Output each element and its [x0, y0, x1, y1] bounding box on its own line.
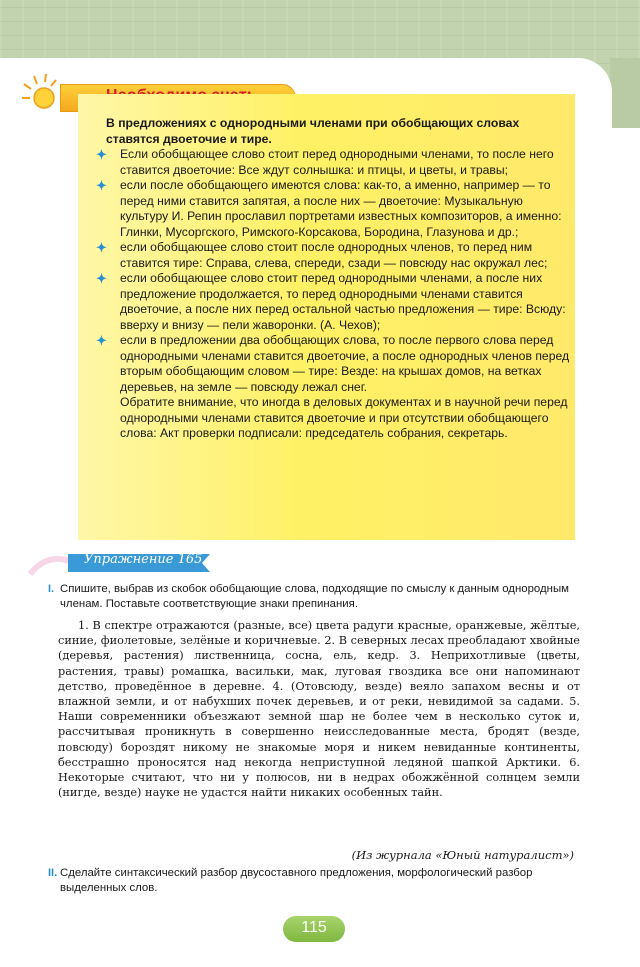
- task-two-text: Сделайте синтаксический разбор двусоставного предложения, морфологический разбор выделенных слов.: [60, 867, 533, 894]
- task-one: [48, 582, 580, 611]
- task-one-number: I.: [48, 583, 55, 595]
- exercise-label: Упражнение 165: [84, 552, 203, 567]
- rule-item: ✦ если после обобщающего имеются слова: как-то, а именно, например — то перед ними ставится запятая, а после них — двоеточие: Музыкальную культуру И. Репин прославил портретами известных композиторов, а именно: Глинки, Мусоргского, Римского-Корсакова, Бородина, Глазунова и др.;: [96, 178, 562, 239]
- page-number: 115: [301, 919, 327, 936]
- plus-bullet-icon: ✦: [96, 333, 107, 348]
- rule-item: ✦ если обобщающее слово стоит перед однородными членами, а после них предложение продолжается, то перед однородными членами ставится двоеточие, а после них перед остальной частью предложения — тире: Всюду: вверху и внизу — пели жаворонки. (А. Чехов);: [96, 271, 566, 332]
- rule-box-text: [84, 116, 574, 442]
- exercise-text: [58, 618, 580, 800]
- rule-item: ✦ если в предложении два обобщающих слова, то после первого слова перед однородными членами ставится двоеточие, а после однородных членов перед вторым обобщающим словом — тире: Везде: на крышах домов, на ветках деревьев, на земле — повсюду лежал снег.: [96, 333, 570, 394]
- plus-bullet-icon: ✦: [96, 178, 107, 193]
- rule-intro: В предложениях с однородными членами при обобщающих словах ставятся двоеточие и тире.: [106, 116, 520, 146]
- task-one-text: Спишите, выбрав из скобок обобщающие слова, подходящие по смыслу к данным однородным членам. Поставьте соответствующие знаки препинания.: [60, 583, 569, 610]
- plus-bullet-icon: ✦: [96, 240, 107, 255]
- rule-note: Обратите внимание, что иногда в деловых документах и в научной речи перед однородными членами ставится двоеточие и при отсутствии обобщающего слова: Акт проверки подписали: председатель собрания, секретарь.: [120, 395, 568, 440]
- rule-item: ✦ если обобщающее слово стоит после однородных членов, то перед ним ставится тире: Справа, слева, спереди, сзади — повсюду нас окружал лес;: [96, 240, 548, 270]
- task-two-number: II.: [48, 867, 58, 879]
- side-corner-decoration: [610, 58, 640, 128]
- rule-item: ✦ Если обобщающее слово стоит перед однородными членами, то после него ставится двоеточие: Все ждут солнышка: и птицы, и цветы, и травы;: [96, 147, 554, 177]
- exercise-source: (Из журнала «Юный натуралист»): [351, 848, 574, 862]
- plus-bullet-icon: ✦: [96, 271, 107, 286]
- task-two: [48, 866, 580, 895]
- plus-bullet-icon: ✦: [96, 147, 107, 162]
- exercise-paragraph: 1. В спектре отражаются (разные, все) цвета радуги красные, оранжевые, жёлтые, синие, фиолетовые, зелёные и коричневые. 2. В северных лесах преобладают хвойные (деревья, растения) лиственница, сосна, ель, кедр. 3. Неприхотливые (цветы, растения, травы) ромашка, васильки, мак, луговая гвоздика все они напоминают детство, проведённое в деревне. 4. (Отовсюду, везде) веяло запахом весны и от влажной земли, и от набухших почек деревьев, и от реки, невидимой за садами. 5. Наши современники объезжают земной шар не более чем в несколько суток и, рассчитывая проникнуть в совершенно неисследованные места, бродят (везде, повсюду) бороздят никому не знакомые моря и никем невиданные континенты, бесстрашно проносятся над некогда неприступной ледяной шапкой Арктики. 6. Некоторые считают, что ни у полюсов, ни в недрах обожжённой солнцем земли (нигде, везде) науке не удастся найти никаких особенных тайн.: [58, 619, 580, 800]
